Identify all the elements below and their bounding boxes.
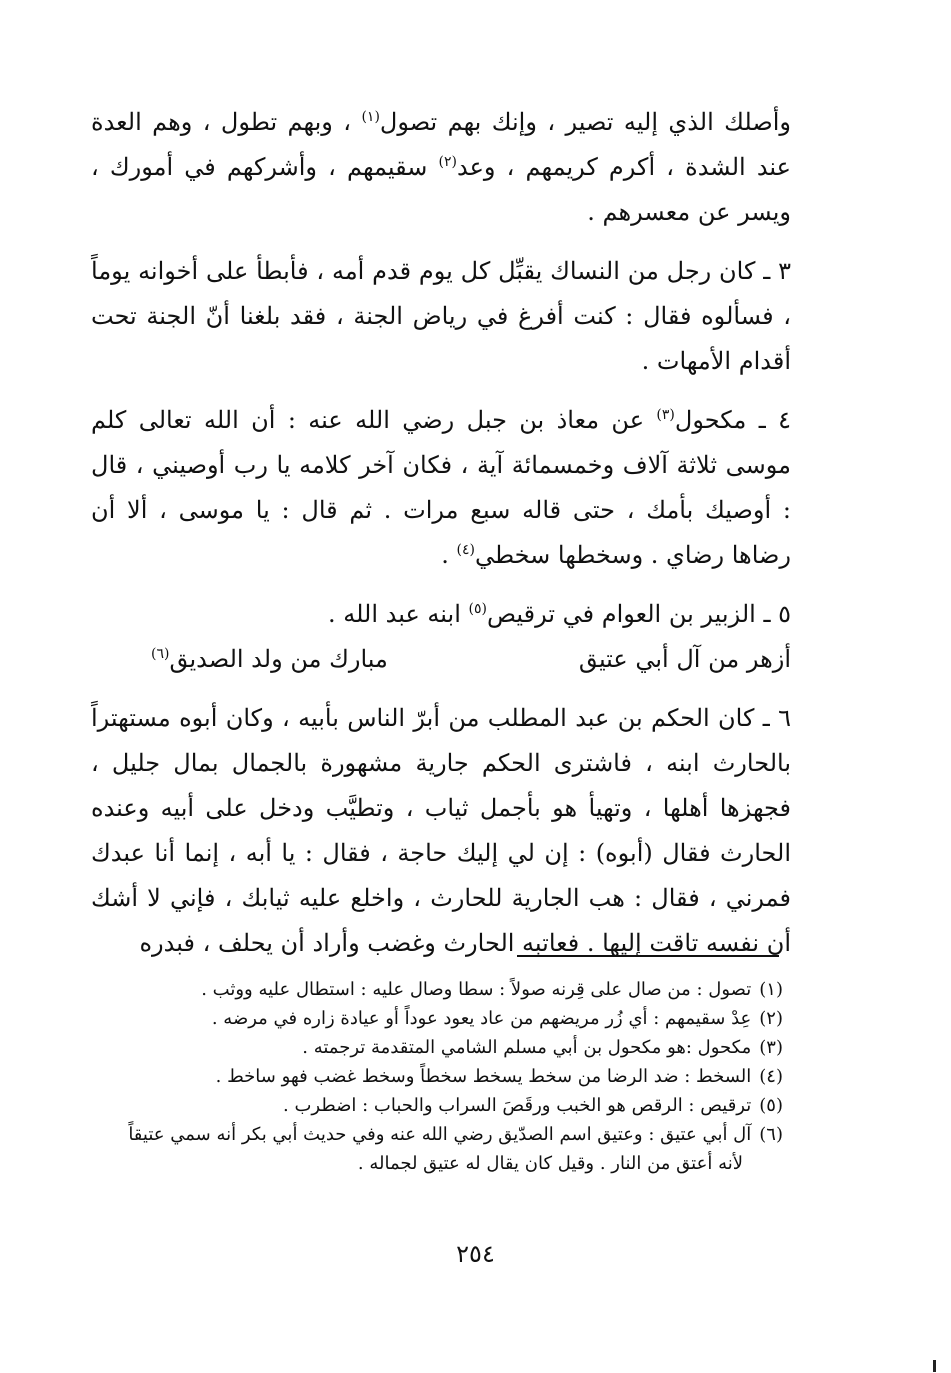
footnote-text: مكحول :هو مكحول بن أبي مسلم الشامي المتقدمة ترجمته . [302,1037,752,1058]
poem-verse [151,637,791,682]
footnote-text: ترقيص : الرقص هو الخبب ورقَصَ السراب والحباب : اضطرب . [283,1095,752,1116]
footnote-number: (٥) [759,1095,783,1116]
footnotes [83,975,783,1178]
verse-first-hemistich: أزهر من آل أبي عتيق [578,645,791,673]
text-run: مبارك من ولد الصديق [169,645,388,673]
footnote-ref: (١) [361,109,380,125]
footnote-number: (١) [759,979,783,1000]
paragraph-4 [91,398,791,578]
footnote [83,1120,783,1149]
footnote-separator [517,955,779,957]
text-run: عن معاذ بن جبل رضي الله عنه : أن الله تعالى كلم موسى ثلاثة آلاف وخمسمائة آية ، فكان آخر كلامه يا رب أوصيني ، قال : أوصيك بأمك ، حتى قاله سبع مرات . ثم قال : يا موسى ، ألا أن رضاها رضاي . وسخطها سخطي [91,406,791,569]
footnote-number: (٣) [759,1037,783,1058]
page-number: ٢٥٤ [456,1240,495,1268]
footnote-continuation: لأنه أعتق من النار . وقيل كان يقال له عتيق لجماله . [357,1153,743,1174]
paragraph-5 [91,592,791,637]
text-run: . [441,541,457,569]
footnote-ref: (٥) [468,601,487,617]
footnote-ref: (٢) [438,154,458,170]
footnote [83,1004,783,1033]
footnote-number: (٤) [759,1066,783,1087]
footnote-ref: (٣) [656,407,675,423]
text-run: وأصلك الذي إليه تصير ، وإنك بهم تصول [379,108,791,136]
text-run: ابنه عبد الله . [327,600,469,628]
footnote-text: تصول : من صال على قِرنه صولاً : سطا وصال عليه : استطال عليه ووثب . [201,979,752,1000]
scan-mark [933,1360,936,1372]
footnote [83,1033,783,1062]
text-run: ، وبهم تطول ، وهم العدة عند الشدة ، أكرم كريمهم ، وعد [91,108,791,181]
paragraph-3: ٣ ـ كان رجل من النساك يقبِّل كل يوم قدم أمه ، فأبطأ على أخوانه يوماً ، فسألوه فقال : كنت أفرغ في رياض الجنة ، فقد بلغنا أنّ الجنة تحت أقدام الأمهات . [91,257,791,375]
footnote [83,1062,783,1091]
footnote-text: عِدْ سقيمهم : أي زُر مريضهم من عاد يعود عوداً أو عيادة زاره في مرضه . [211,1008,752,1029]
paragraph-intro [91,100,791,235]
footnote [83,975,783,1004]
footnote-number: (٦) [759,1124,783,1145]
text-run: ٤ ـ مكحول [674,406,791,434]
footnote-text: السخط : ضد الرضا من سخط يسخط سخطاً وسخط غضب فهو ساخط . [215,1066,752,1087]
main-text [91,100,791,980]
footnote-number: (٢) [759,1008,783,1029]
footnote [83,1091,783,1120]
footnote-text: آل أبي عتيق : وعتيق اسم الصدّيق رضي الله عنه وفي حديث أبي بكر أنه سمي عتيقاً [128,1124,752,1145]
text-run: ٥ ـ الزبير بن العوام في ترقيص [486,600,791,628]
text-run: سقيمهم ، وأشركهم في أمورك ، ويسر عن معسرهم . [91,153,791,226]
footnote-ref: (٤) [456,542,475,558]
verse-second-hemistich [151,637,388,682]
footnote-ref: (٦) [151,646,170,662]
paragraph-6: ٦ ـ كان الحكم بن عبد المطلب من أبرّ الناس بأبيه ، وكان أبوه مستهتراً بالحارث ابنه ، فاشترى الحكم جارية مشهورة بالجمال بمال جليل ، فجهزها أهلها ، وتهيأ هو بأجمل ثياب ، وتطيَّب ودخل على أبيه وعنده الحارث فقال (أبوه) : إن لي إليك حاجة ، فقال : يا أبه ، إنما أنا عبدك فمرني ، فقال : هب الجارية للحارث ، واخلع عليه ثيابك ، فإني لا أشك أن نفسه تاقت إليها . فعاتبه الحارث وغضب وأراد أن يحلف ، فبدره [91,704,791,957]
